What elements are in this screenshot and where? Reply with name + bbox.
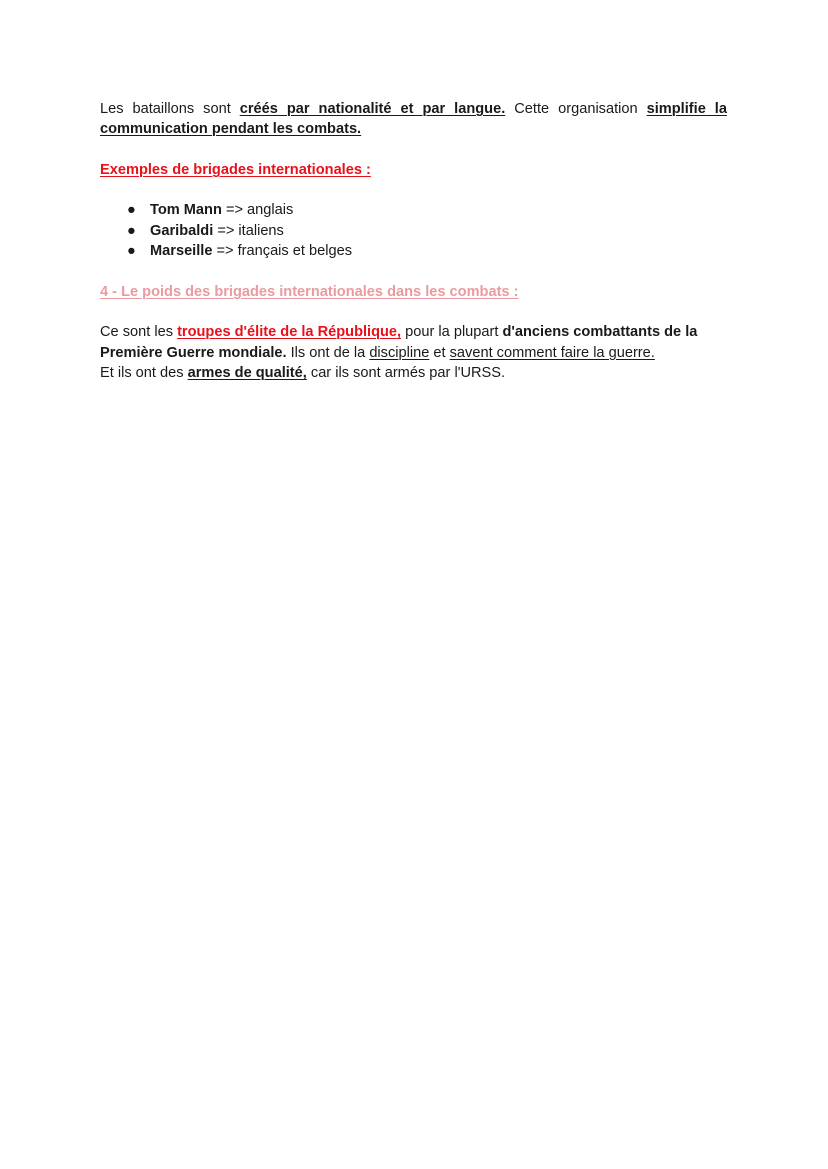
text-run: Cette organisation bbox=[505, 101, 647, 117]
bullet-icon: ● bbox=[127, 222, 136, 239]
spacer bbox=[100, 180, 727, 200]
arrow-text: => bbox=[212, 243, 238, 260]
brigade-list bbox=[100, 200, 727, 261]
bullet-icon: ● bbox=[127, 243, 136, 260]
text-run: Les bataillons sont bbox=[100, 101, 240, 117]
paragraph-battalions bbox=[100, 99, 727, 140]
text-run: Ils ont de la bbox=[286, 344, 370, 361]
document-page bbox=[100, 99, 727, 383]
emphasis-nationality: créés par nationalité et par langue. bbox=[239, 101, 506, 117]
arrow-text: => bbox=[213, 222, 239, 239]
text-run: et bbox=[429, 344, 450, 361]
arrow-text: => bbox=[221, 202, 248, 219]
brigade-language: anglais bbox=[247, 202, 294, 219]
text-run: Et ils ont des bbox=[100, 364, 188, 381]
list-item bbox=[100, 241, 727, 261]
emphasis-veterans: d'anciens combattants de la Première Guerre mondiale. bbox=[100, 324, 698, 361]
section-4-heading: 4 - Le poids des brigades internationales dans les combats : bbox=[100, 283, 519, 300]
spacer bbox=[100, 261, 727, 281]
paragraph-elite-troops bbox=[100, 322, 727, 363]
brigade-name: Garibaldi bbox=[150, 222, 214, 239]
list-item bbox=[100, 200, 727, 220]
text-run: pour la plupart bbox=[401, 324, 503, 341]
heading-examples: Exemples de brigades internationales : bbox=[100, 161, 371, 178]
emphasis-elite-troops: troupes d'élite de la République, bbox=[177, 324, 402, 341]
brigade-name: Marseille bbox=[150, 243, 213, 260]
text-run: car ils sont armés par l'URSS. bbox=[306, 364, 506, 381]
paragraph-weapons bbox=[100, 363, 727, 383]
emphasis-know-war: savent comment faire la guerre. bbox=[449, 344, 655, 361]
spacer bbox=[100, 302, 727, 322]
brigade-language: français et belges bbox=[237, 243, 353, 260]
list-item bbox=[100, 221, 727, 241]
bullet-icon: ● bbox=[127, 202, 136, 219]
spacer bbox=[100, 140, 727, 160]
brigade-language: italiens bbox=[238, 222, 284, 239]
emphasis-communication: simplifie la communication pendant les combats. bbox=[100, 101, 727, 138]
emphasis-weapons: armes de qualité, bbox=[187, 364, 307, 381]
emphasis-discipline: discipline bbox=[369, 344, 430, 361]
text-run: Ce sont les bbox=[100, 324, 178, 341]
brigade-name: Tom Mann bbox=[150, 202, 222, 219]
